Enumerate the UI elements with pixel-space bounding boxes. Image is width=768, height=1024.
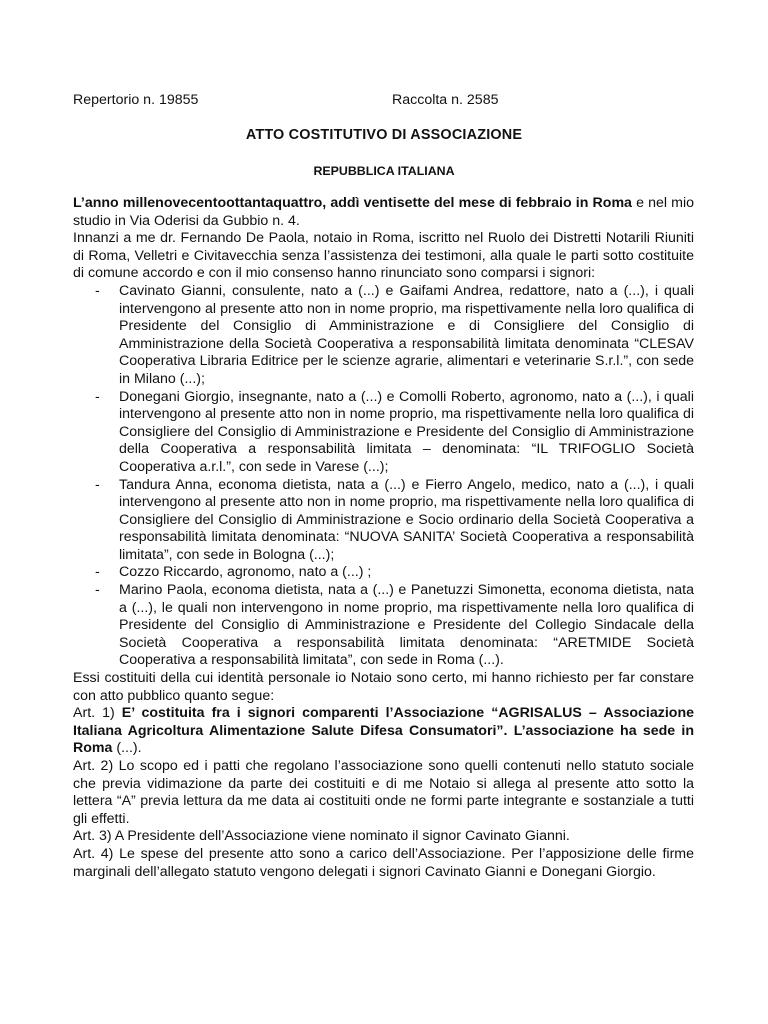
article-1-bold: E’ costituita fra i signori comparenti l’Associazione “AGRISALUS – Associazione Italiana Agricoltura Alimentazione Salute Difesa Consumatori”. L’associazione ha sede in Roma — [73, 705, 694, 757]
document-body — [73, 195, 694, 881]
parties-list — [73, 283, 694, 670]
document-title: ATTO COSTITUTIVO DI ASSOCIAZIONE — [245, 127, 523, 143]
list-dash: - — [95, 476, 100, 493]
list-dash: - — [95, 388, 100, 405]
article-1-prefix: Art. 1) — [73, 705, 122, 722]
identita-paragraph: Essi costituiti della cui identità personale io Notaio sono certo, mi hanno richiesto per far constare con atto pubblico quanto segue: — [73, 670, 694, 704]
party-text: Tandura Anna, economa dietista, nata a (...) e Fierro Angelo, medico, nato a (...), i quali intervengono al presente atto non in nome proprio, ma rispettivamente nella loro qualifica di Consigliere del Consiglio di Amministrazione e Socio ordinario della Società Cooperativa a responsabilità limitata denominata: “NUOVA SANITA’ Società Cooperativa a responsabilità limitata”, con sede in Bologna (...); — [119, 476, 694, 563]
list-item — [73, 283, 694, 389]
notaio-paragraph: Innanzi a me dr. Fernando De Paola, notaio in Roma, iscritto nel Ruolo dei Distretti Notarili Riuniti di Roma, Velletri e Civitavecchia senza l’assistenza dei testimoni, alla quale le parti sotto costituite di comune accordo e con il mio consenso hanno rinunciato sono comparsi i signori: — [73, 230, 694, 282]
list-dash: - — [95, 582, 100, 599]
document-header — [73, 92, 693, 110]
intro-paragraph — [73, 195, 694, 230]
raccolta-number: Raccolta n. 2585 — [392, 92, 499, 108]
article-1-suffix: (...). — [112, 740, 142, 757]
article-1 — [73, 705, 694, 758]
list-item — [73, 389, 694, 477]
list-item — [73, 477, 694, 565]
party-text: Cozzo Riccardo, agronomo, nato a (...) ; — [119, 564, 372, 581]
list-dash: - — [95, 282, 100, 299]
intro-location: e nel mio studio in Via Oderisi da Gubbio n. 4. — [73, 195, 694, 229]
list-item — [73, 564, 694, 582]
article-3: Art. 3) A Presidente dell’Associazione viene nominato il signor Cavinato Gianni. — [73, 828, 570, 845]
list-dash: - — [95, 564, 100, 581]
document-subtitle: REPUBBLICA ITALIANA — [313, 164, 455, 178]
article-2: Art. 2) Lo scopo ed i patti che regolano l’associazione sono quelli contenuti nello statuto sociale che previa vidimazione da parte dei costituiti e di me Notaio si allega al presente atto sotto la lettera “A” previa lettura da me data ai costituiti onde ne formi parte integrante e sostanziale a tutti gli effetti. — [73, 758, 694, 827]
list-item — [73, 582, 694, 670]
party-text: Donegani Giorgio, insegnante, nato a (...) e Comolli Roberto, agronomo, nato a (...), i quali intervengono al presente atto non in nome proprio, ma rispettivamente nella loro qualifica di Consigliere del Consiglio di Amministrazione e Presidente del Consiglio di Amministrazione della Cooperativa a responsabilità limitata – denominata: “IL TRIFOGLIO Società Cooperativa a.r.l.”, con sede in Varese (...); — [119, 388, 694, 475]
intro-city-bold: Roma — [592, 195, 632, 211]
article-4: Art. 4) Le spese del presente atto sono a carico dell’Associazione. Per l’apposizione delle firme marginali dell’allegato statuto vengono delegati i signori Cavinato Gianni e Donegani Giorgio. — [73, 845, 694, 880]
repertorio-number: Repertorio n. 19855 — [73, 92, 199, 108]
intro-date-bold: L’anno millenovecentoottantaquattro, addì ventisette del mese di febbraio in — [73, 195, 589, 211]
party-text: Marino Paola, economa dietista, nata a (...) e Panetuzzi Simonetta, economa dietista, nata a (...), le quali non intervengono in nome proprio, ma rispettivamente nella loro qualifica di Presidente del Consiglio di Amministrazione e Presidente del Collegio Sindacale della Società Cooperativa a responsabilità limitata denominata: “ARETMIDE Società Cooperativa a responsabilità limitata”, con sede in Roma (...). — [119, 582, 694, 669]
party-text: Cavinato Gianni, consulente, nato a (...) e Gaifami Andrea, redattore, nato a (...), i quali intervengono al presente atto non in nome proprio, ma rispettivamente nella loro qualifica di Presidente del Consiglio di Amministrazione e di Consigliere del Consiglio di Amministrazione della Società Cooperativa a responsabilità limitata denominata “CLESAV Cooperativa Libraria Editrice per le scienze agrarie, alimentari e veterinarie S.r.l.”, con sede in Milano (...); — [119, 282, 694, 387]
